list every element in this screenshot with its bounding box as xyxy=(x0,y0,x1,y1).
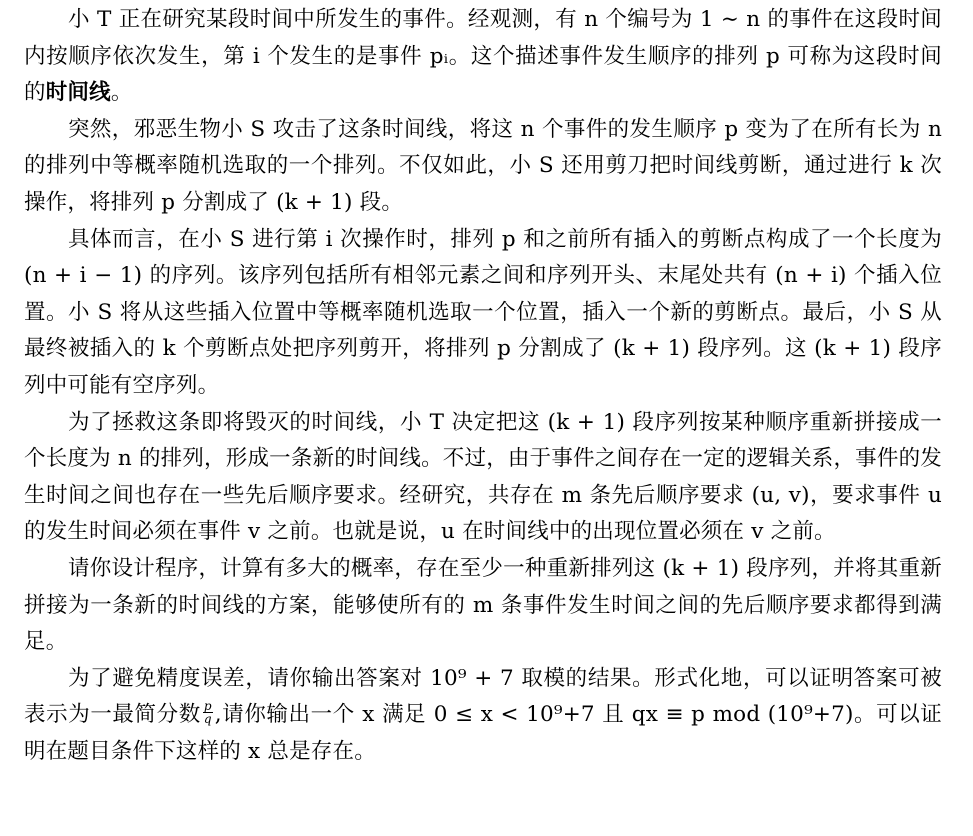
output-text-b: ,请你输出一个 x 满足 0 ≤ x < 10⁹+7 且 qx ≡ p mod (10⁹+7)。可以证明在题目条件下这样的 x 总是存在。 xyxy=(24,702,942,764)
fraction-p-over-q xyxy=(203,700,213,725)
paragraph-output-format xyxy=(24,661,942,771)
output-text-a: 为了避免精度误差，请你输出答案对 10⁹ + 7 取模的结果。形式化地，可以证明答案可被表示为一最简分数 xyxy=(24,665,942,728)
paragraph-rescue: 为了拯救这条即将毁灭的时间线，小 T 决定把这 (k + 1) 段序列按某种顺序重新拼接成一个长度为 n 的排列，形成一条新的时间线。不过，由于事件之间存在一定的逻辑关系，事件的发生时间之间也存在一些先后顺序要求。经研究，共存在 m 条先后顺序要求 (u, v)，要求事件 u 的发生时间必须在事件 v 之前。也就是说，u 在时间线中的出现位置必须在 v 之前。 xyxy=(24,409,942,545)
paragraph-attack: 突然，邪恶生物小 S 攻击了这条时间线，将这 n 个事件的发生顺序 p 变为了在所有长为 n 的排列中等概率随机选取的一个排列。不仅如此，小 S 还用剪刀把时间线剪断，通过进行 k 次操作，将排列 p 分割成了 (k + 1) 段。 xyxy=(24,116,942,215)
term-timeline: 时间线 xyxy=(45,80,111,106)
paragraph-text: 小 T 正在研究某段时间中所发生的事件。经观测，有 n 个编号为 1 ∼ n 的事件在这段时间内按顺序依次发生，第 i 个发生的是事件 pᵢ。这个描述事件发生顺序的排列 p 可称为这段时间的 xyxy=(24,7,942,106)
problem-statement xyxy=(24,2,942,770)
paragraph-task: 请你设计程序，计算有多大的概率，存在至少一种重新排列这 (k + 1) 段序列，并将其重新拼接为一条新的时间线的方案，能够使所有的 m 条事件发生时间之间的先后顺序要求都得到满足。 xyxy=(24,555,942,655)
fraction-denominator: q xyxy=(203,711,212,726)
paragraph-end: 。 xyxy=(110,80,133,106)
paragraph-cut-details: 具体而言，在小 S 进行第 i 次操作时，排列 p 和之前所有插入的剪断点构成了一个长度为 (n + i − 1) 的序列。该序列包括所有相邻元素之间和序列开头、末尾处共有 (n + i) 个插入位置。小 S 将从这些插入位置中等概率随机选取一个位置，插入一个新的剪断点。最后，小 S 从最终被插入的 k 个剪断点处把序列剪开，将排列 p 分割成了 (k + 1) 段序列。这 (k + 1) 段序列中可能有空序列。 xyxy=(24,226,942,398)
fraction-numerator: p xyxy=(203,698,212,713)
paragraph-timeline-intro xyxy=(24,2,942,112)
